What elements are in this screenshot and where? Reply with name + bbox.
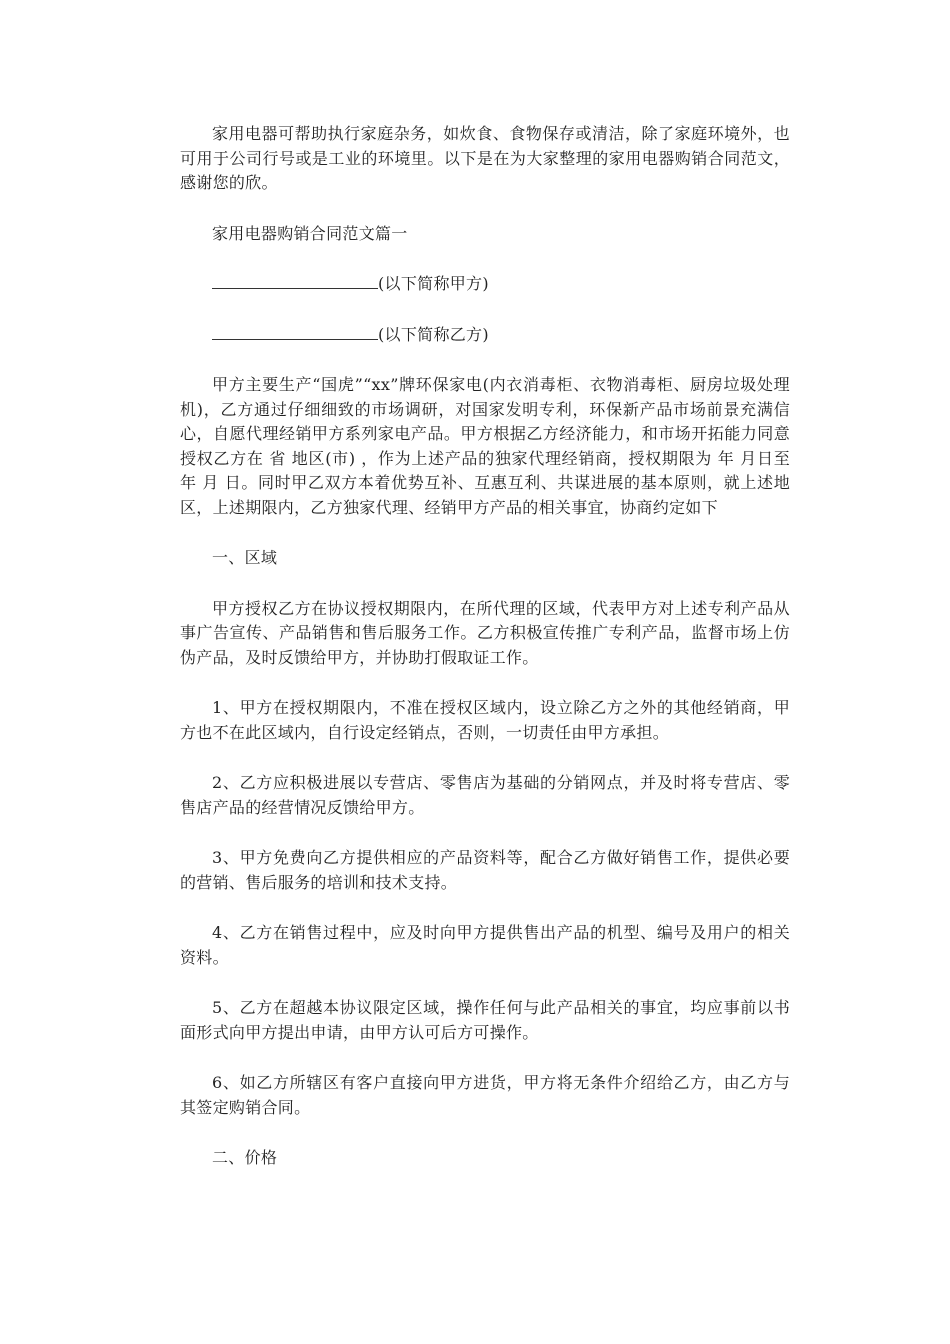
- clause-1: 1、甲方在授权期限内，不准在授权区域内，设立除乙方之外的其他经销商，甲方也不在此区域内，自行设定经销点，否则，一切责任由甲方承担。: [180, 698, 790, 742]
- section-1-body: 甲方授权乙方在协议授权期限内，在所代理的区域，代表甲方对上述专利产品从事广告宣传、产品销售和售后服务工作。乙方积极宣传推广专利产品，监督市场上仿伪产品，及时反馈给甲方，并协助打假取证工作。: [180, 598, 790, 667]
- clause-6: 6、如乙方所辖区有客户直接向甲方进货，甲方将无条件介绍给乙方，由乙方与其签定购销合同。: [180, 1073, 790, 1117]
- section-2-heading: 二、价格: [212, 1148, 278, 1167]
- section-1-heading: 一、区域: [212, 548, 278, 567]
- party-b-line: [180, 323, 790, 348]
- party-a-suffix: (以下简称甲方): [378, 274, 489, 293]
- clause-3: 3、甲方免费向乙方提供相应的产品资料等，配合乙方做好销售工作，提供必要的营销、售后服务的培训和技术支持。: [180, 848, 790, 892]
- document-page: [180, 122, 790, 1197]
- clause-2: 2、乙方应积极进展以专营店、零售店为基础的分销网点，并及时将专营店、零售店产品的经营情况反馈给甲方。: [180, 773, 790, 817]
- party-a-line: [180, 272, 790, 297]
- party-b-suffix: (以下简称乙方): [378, 324, 489, 344]
- preamble-paragraph: 甲方主要生产“国虎”“xx”牌环保家电(内衣消毒柜、衣物消毒柜、厨房垃圾处理机)，乙方通过仔细细致的市场调研，对国家发明专利，环保新产品市场前景充满信心，自愿代理经销甲方系列家电产品。甲方根据乙方经济能力，和市场开拓能力同意授权乙方在 省 地区(市) ，作为上述产品的独家代理经销商，授权期限为 年 月日至 年 月 日。同时甲乙双方本着优势互补、互惠互利、共谋进展的基本原则，就上述地区，上述期限内，乙方独家代理、经销甲方产品的相关事宜，协商约定如下: [180, 375, 790, 517]
- clause-4: 4、乙方在销售过程中，应及时向甲方提供售出产品的机型、编号及用户的相关资料。: [180, 923, 790, 967]
- party-a-blank: [212, 272, 378, 289]
- party-b-blank: [212, 323, 378, 340]
- intro-paragraph: 家用电器可帮助执行家庭杂务，如炊食、食物保存或清洁，除了家庭环境外，也可用于公司行号或是工业的环境里。以下是在为大家整理的家用电器购销合同范文，感谢您的欣。: [180, 124, 790, 192]
- clause-5: 5、乙方在超越本协议限定区域，操作任何与此产品相关的事宜，均应事前以书面形式向甲方提出申请，由甲方认可后方可操作。: [180, 998, 790, 1042]
- document-title: 家用电器购销合同范文篇一: [212, 223, 408, 243]
